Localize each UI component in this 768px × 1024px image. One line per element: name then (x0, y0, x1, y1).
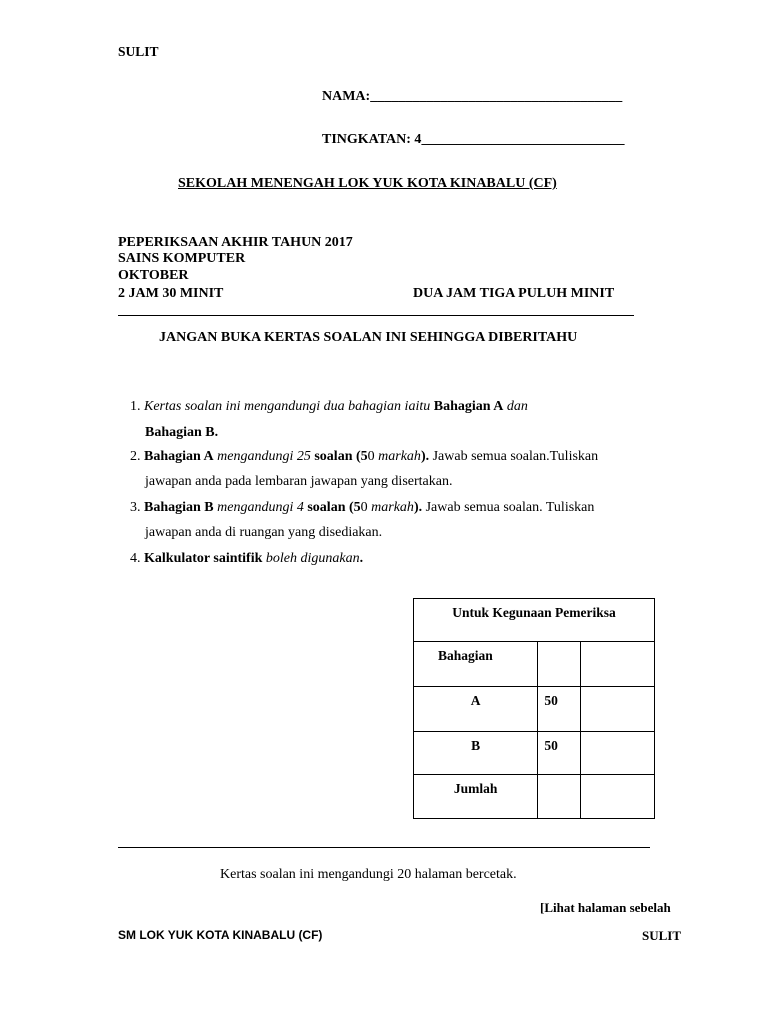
page-count-note: Kertas soalan ini mengandungi 20 halaman bercetak. (220, 867, 517, 882)
exam-duration: 2 JAM 30 MINIT (118, 286, 224, 301)
section-a-marks: 50 (538, 687, 580, 732)
divider (118, 315, 634, 316)
instruction-1-cont: Bahagian B. (145, 425, 219, 440)
instruction-1: 1. Kertas soalan ini mengandungi dua bahagian iaitu Bahagian A dan (130, 399, 528, 414)
section-b-marks: 50 (538, 732, 580, 775)
instruction-3: 3. Bahagian B mengandungi 4 soalan (50 markah). Jawab semua soalan. Tuliskan (130, 500, 595, 515)
section-b-label: B (414, 732, 538, 775)
next-page-note: [Lihat halaman sebelah (540, 900, 671, 915)
section-header: Bahagian (414, 642, 538, 687)
score-header-cell (580, 642, 654, 687)
name-label: NAMA: (322, 89, 371, 104)
name-field (322, 89, 622, 105)
total-label: Jumlah (414, 775, 538, 819)
form-field (322, 132, 624, 148)
instruction-3-cont: jawapan anda di ruangan yang disediakan. (145, 525, 383, 540)
form-line: _____________________________ (421, 132, 625, 147)
name-line: ____________________________________ (370, 89, 623, 104)
exam-warning: JANGAN BUKA KERTAS SOALAN INI SEHINGGA DIBERITAHU (159, 330, 578, 345)
classification-label: SULIT (118, 44, 159, 59)
section-a-score (580, 687, 654, 732)
footer-classification: SULIT (642, 928, 682, 943)
total-score-cell (580, 775, 654, 819)
marks-header-cell (538, 642, 580, 687)
exam-month: OKTOBER (118, 268, 189, 283)
exam-subject: SAINS KOMPUTER (118, 251, 246, 266)
examiner-table (413, 598, 655, 819)
school-name: SEKOLAH MENENGAH LOK YUK KOTA KINABALU (CF) (178, 176, 557, 191)
footer-divider (118, 847, 650, 848)
form-label: TINGKATAN: 4 (322, 132, 422, 147)
section-a-label: A (414, 687, 538, 732)
instruction-4: 4. Kalkulator saintifik boleh digunakan. (130, 551, 364, 566)
exam-duration-words: DUA JAM TIGA PULUH MINIT (413, 286, 615, 301)
instruction-2-cont: jawapan anda pada lembaran jawapan yang disertakan. (145, 474, 453, 489)
examiner-table-title: Untuk Kegunaan Pemeriksa (414, 599, 655, 642)
total-marks-cell (538, 775, 580, 819)
section-b-score (580, 732, 654, 775)
instruction-2: 2. Bahagian A mengandungi 25 soalan (50 markah). Jawab semua soalan.Tuliskan (130, 449, 599, 464)
footer-school: SM LOK YUK KOTA KINABALU (CF) (118, 928, 323, 942)
exam-title: PEPERIKSAAN AKHIR TAHUN 2017 (118, 235, 353, 250)
